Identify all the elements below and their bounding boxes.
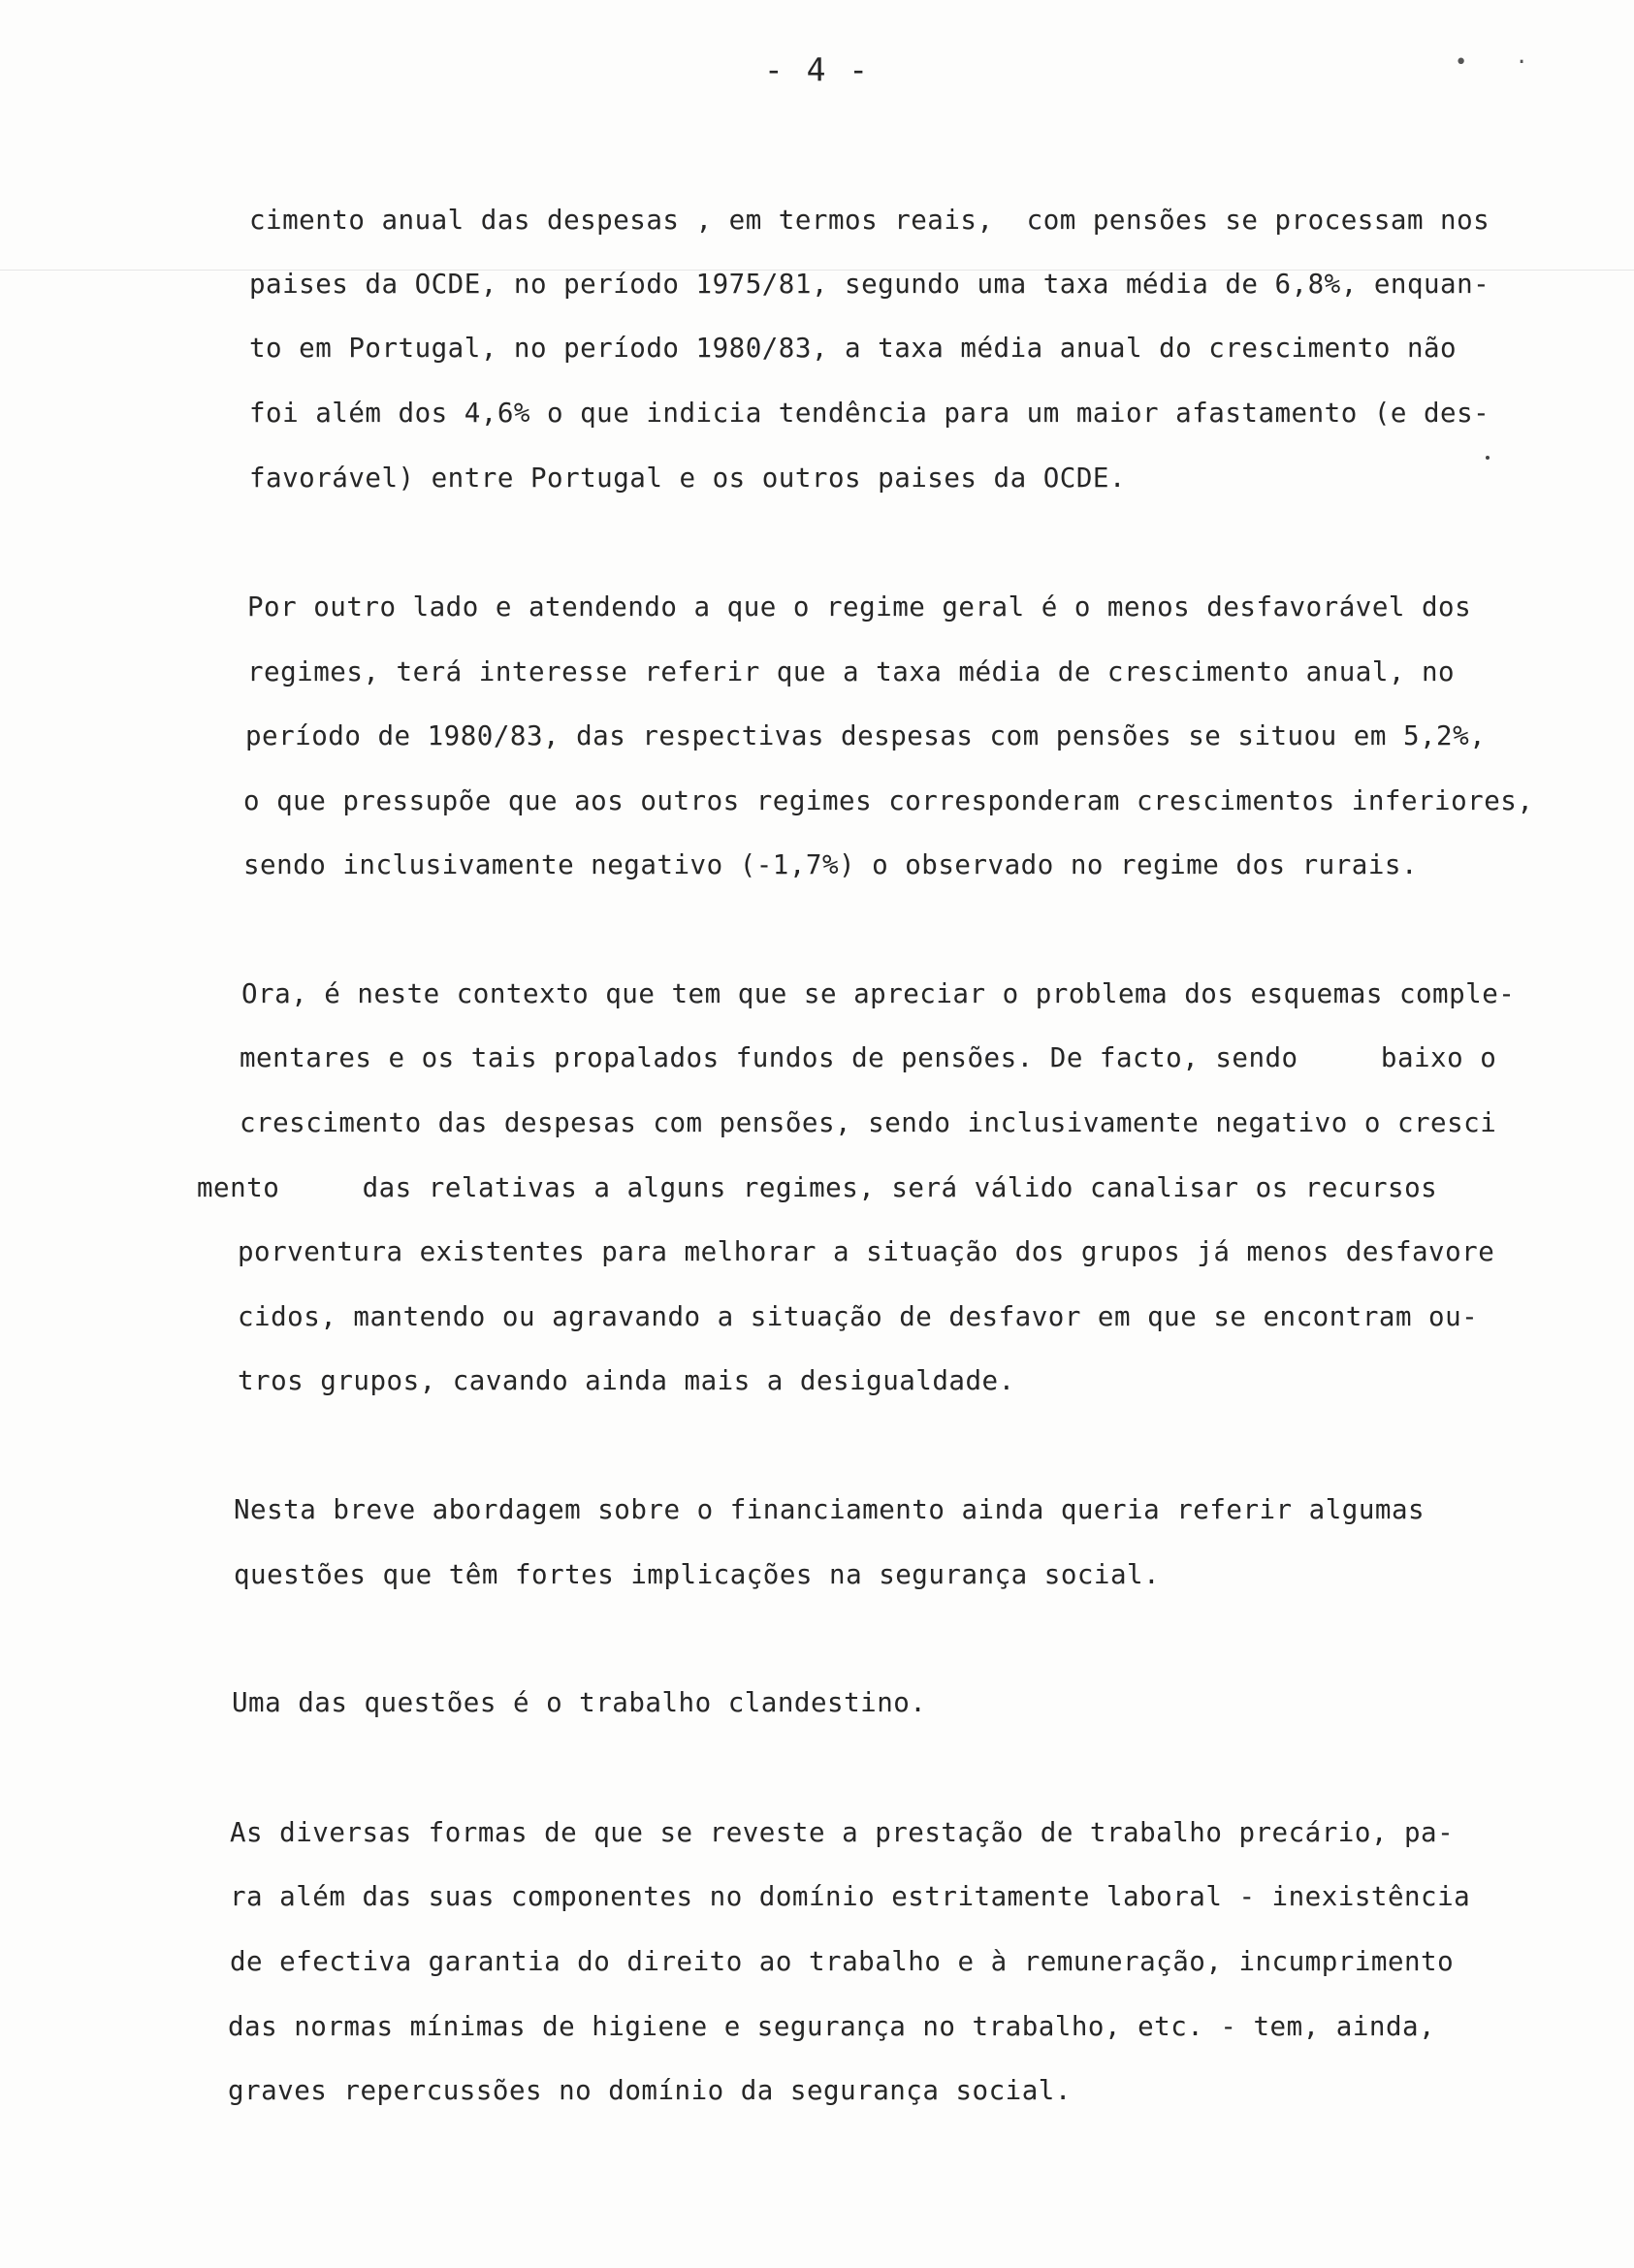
text-line: porventura existentes para melhorar a situação dos grupos já menos desfavore	[238, 1236, 1495, 1267]
text-line: o que pressupõe que aos outros regimes corresponderam crescimentos inferiores,	[243, 785, 1534, 816]
text-line: regimes, terá interesse referir que a taxa média de crescimento anual, no	[247, 656, 1456, 687]
text-line: de efectiva garantia do direito ao trabalho e à remuneração, incumprimento	[230, 1946, 1455, 1977]
text-line: crescimento das despesas com pensões, sendo inclusivamente negativo o cresci	[240, 1107, 1497, 1138]
text-line: mento das relativas a alguns regimes, será válido canalisar os recursos	[197, 1172, 1438, 1203]
text-line: das normas mínimas de higiene e segurança no trabalho, etc. - tem, ainda,	[228, 2011, 1436, 2042]
text-line: ra além das suas componentes no domínio estritamente laboral - inexistência	[230, 1881, 1471, 1912]
text-line: Ora, é neste contexto que tem que se apreciar o problema dos esquemas comple-	[241, 978, 1516, 1009]
corner-marks: • ·	[1455, 50, 1546, 75]
text-line: to em Portugal, no período 1980/83, a taxa média anual do crescimento não	[249, 333, 1458, 364]
text-line: período de 1980/83, das respectivas despesas com pensões se situou em 5,2%,	[245, 720, 1487, 751]
text-line: paises da OCDE, no período 1975/81, segundo uma taxa média de 6,8%, enquan-	[249, 269, 1490, 300]
text-line: graves repercussões no domínio da segurança social.	[228, 2075, 1072, 2106]
text-line: sendo inclusivamente negativo (-1,7%) o observado no regime dos rurais.	[243, 849, 1419, 880]
text-line: Uma das questões é o trabalho clandestino.	[232, 1687, 927, 1718]
text-line: cimento anual das despesas , em termos reais, com pensões se processam nos	[249, 205, 1490, 236]
text-line: foi além dos 4,6% o que indicia tendência para um maior afastamento (e des-	[249, 398, 1490, 429]
text-line: Por outro lado e atendendo a que o regime geral é o menos desfavorável dos	[247, 591, 1472, 623]
text-line: tros grupos, cavando ainda mais a desigualdade.	[238, 1365, 1015, 1396]
text-line: favorável) entre Portugal e os outros paises da OCDE.	[249, 463, 1126, 494]
stray-dot-mark	[1486, 456, 1490, 460]
text-line: Nesta breve abordagem sobre o financiamento ainda queria referir algumas	[234, 1494, 1426, 1525]
page-number: - 4 -	[763, 50, 871, 88]
text-line: As diversas formas de que se reveste a prestação de trabalho precário, pa-	[230, 1817, 1455, 1848]
text-line: cidos, mantendo ou agravando a situação de desfavor em que se encontram ou-	[238, 1301, 1479, 1332]
text-line: questões que têm fortes implicações na segurança social.	[234, 1559, 1161, 1590]
text-line: mentares e os tais propalados fundos de pensões. De facto, sendo baixo o	[240, 1042, 1497, 1073]
